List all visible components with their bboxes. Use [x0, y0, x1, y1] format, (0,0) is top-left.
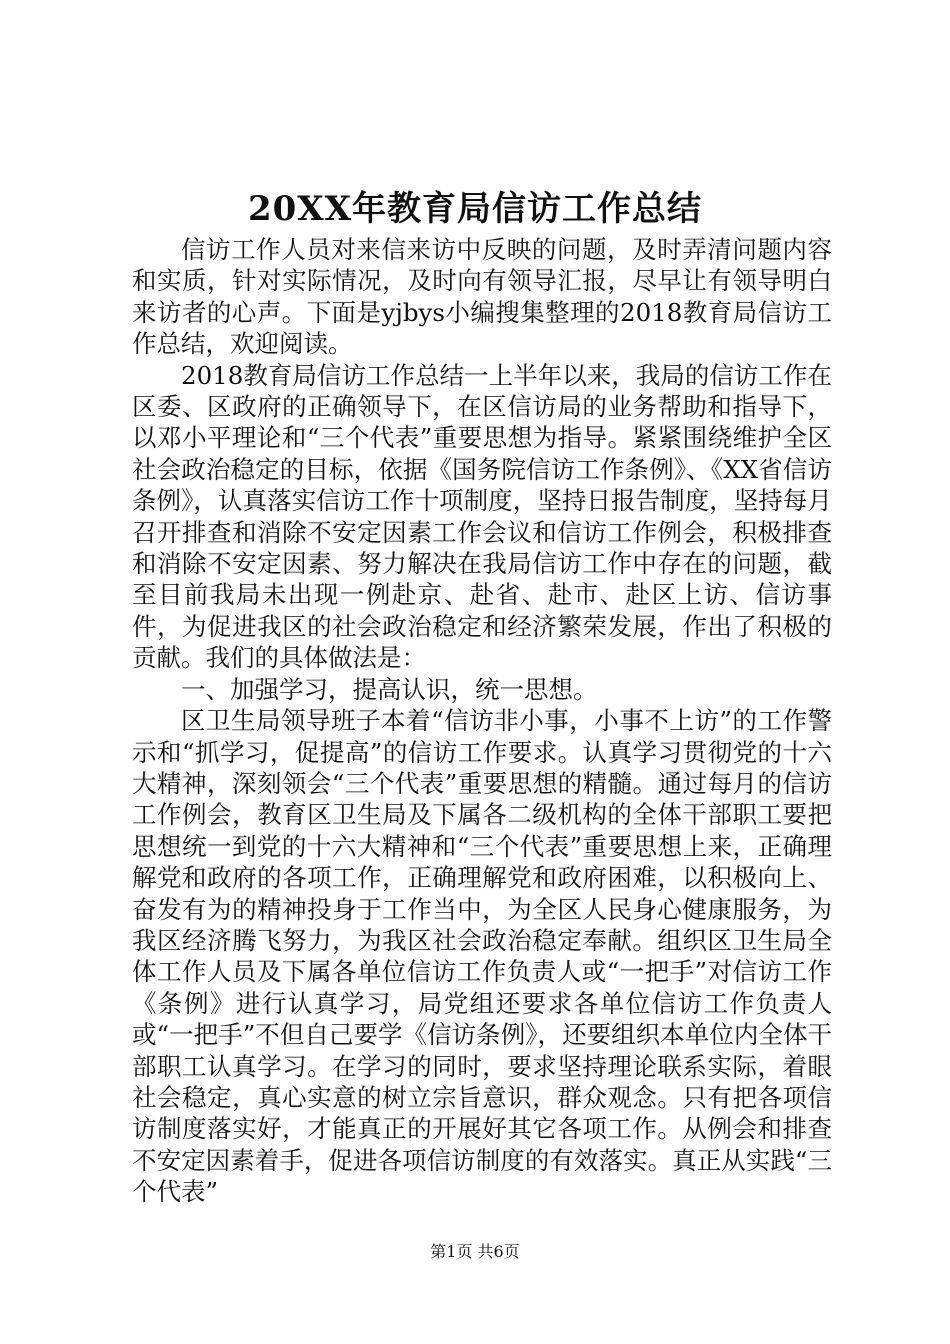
paragraph-intro: 信访工作人员对来信来访中反映的问题，及时弄清问题内容和实质，针对实际情况，及时向有领导汇报，尽早让有领导明白来访者的心声。下面是yjbys小编搜集整理的2018教育局信访工作总结，欢迎阅读。 — [132, 235, 832, 359]
section-heading-1: 一、加强学习，提高认识，统一思想。 — [181, 674, 598, 704]
document-title: 20XX年教育局信访工作总结 — [247, 189, 703, 229]
paragraph-section-1: 区卫生局领导班子本着“信访非小事，小事不上访”的工作警示和“抓学习，促提高”的信访工作要求。认真学习贯彻党的十六大精神，深刻领会“三个代表”重要思想的精髓。通过每月的信访工作例会，教育区卫生局及下属各二级机构的全体干部职工要把思想统一到党的十六大精神和“三个代表”重要思想上来，正确理解党和政府的各项工作，正确理解党和政府困难，以积极向上、奋发有为的精神投身于工作当中，为全区人民身心健康服务，为我区经济腾飞努力，为我区社会政治稳定奉献。组织区卫生局全体工作人员及下属各单位信访工作负责人或“一把手”对信访工作《条例》进行认真学习，局党组还要求各单位信访工作负责人或“一把手”不但自己要学《信访条例》，还要组织本单位内全体干部职工认真学习。在学习的同时，要求坚持理论联系实际，着眼社会稳定，真心实意的树立宗旨意识，群众观念。只有把各项信访制度落实好，才能真正的开展好其它各项工作。从例会和排查不安定因素着手，促进各项信访制度的有效落实。真正从实践“三个代表” — [132, 706, 832, 1207]
page-number: 第1页 共6页 — [430, 1242, 520, 1261]
paragraph-summary: 2018教育局信访工作总结一上半年以来，我局的信访工作在区委、区政府的正确领导下，在区信访局的业务帮助和指导下，以邓小平理论和“三个代表”重要思想为指导。紧紧围绕维护全区社会政治稳定的目标，依据《国务院信访工作条例》、《XX省信访条例》，认真落实信访工作十项制度，坚持日报告制度，坚持每月召开排查和消除不安定因素工作会议和信访工作例会，积极排查和消除不安定因素、努力解决在我局信访工作中存在的问题，截至目前我局未出现一例赴京、赴省、赴市、赴区上访、信访事件，为促进我区的社会政治稳定和经济繁荣发展，作出了积极的贡献。我们的具体做法是： — [132, 360, 832, 673]
document-body — [132, 234, 832, 1208]
